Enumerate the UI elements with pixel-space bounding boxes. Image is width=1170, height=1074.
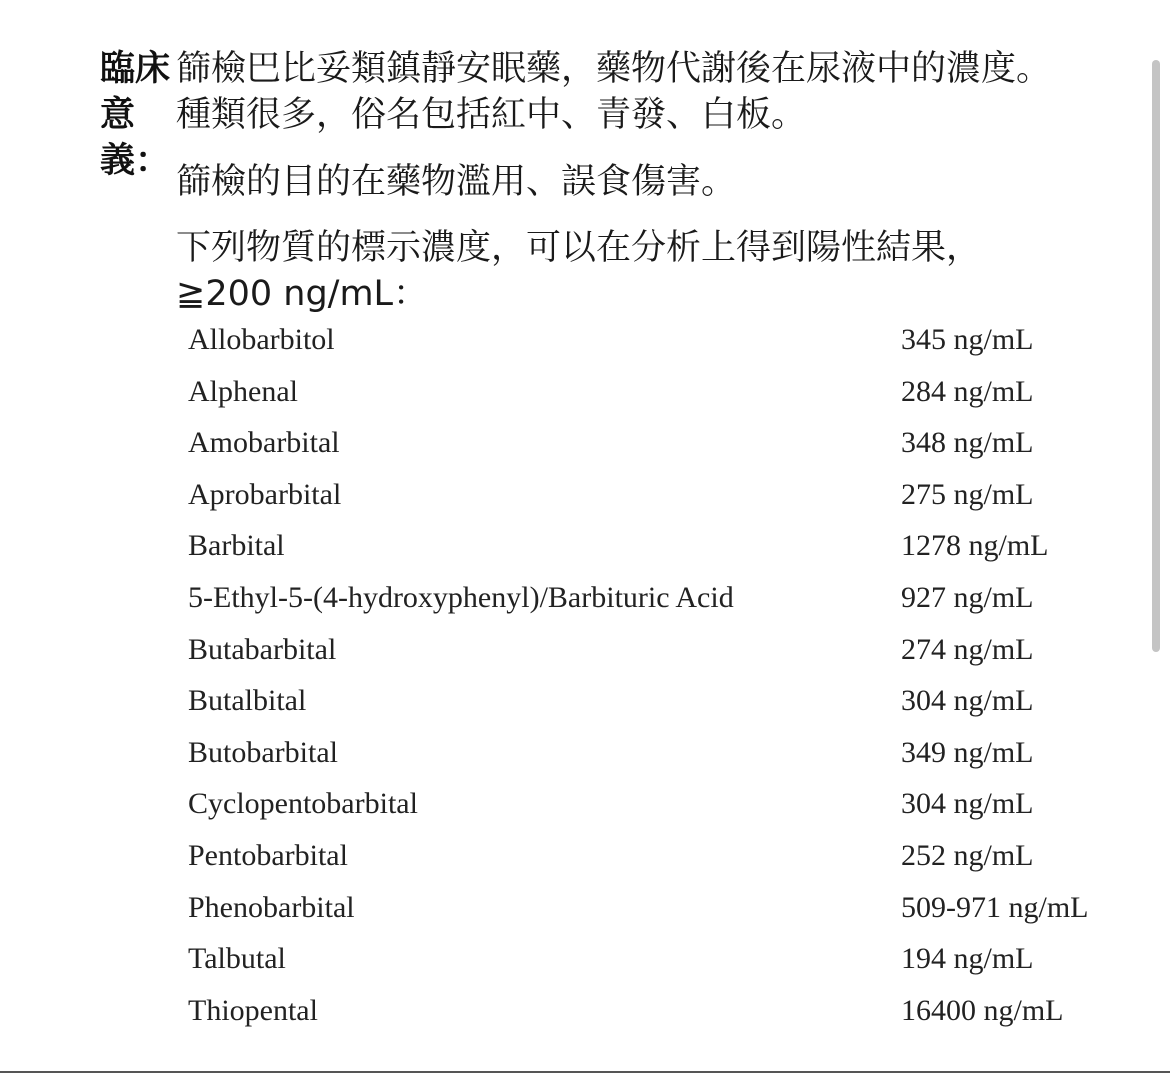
table-row xyxy=(188,989,1138,1041)
drug-concentration: 927 ng/mL xyxy=(901,580,1034,614)
table-row xyxy=(188,886,1138,938)
drug-concentration: 194 ng/mL xyxy=(901,942,1034,976)
threshold-value: ≧200 ng/mL： xyxy=(176,274,429,314)
drug-name: Barbital xyxy=(188,529,285,563)
drug-name: 5-Ethyl-5-(4-hydroxyphenyl)/Barbituric Acid xyxy=(188,580,734,614)
bottom-divider xyxy=(0,1071,1170,1073)
drug-concentration: 274 ng/mL xyxy=(901,632,1034,666)
table-row xyxy=(188,318,1138,370)
section-label-line-3: 義： xyxy=(100,141,171,181)
table-row xyxy=(188,628,1138,680)
section-label xyxy=(100,46,176,184)
table-row xyxy=(188,524,1138,576)
drug-name: Butalbital xyxy=(188,684,307,718)
drug-name: Cyclopentobarbital xyxy=(188,787,418,821)
drug-name: Talbutal xyxy=(188,942,286,976)
drug-name: Butobarbital xyxy=(188,735,338,769)
drug-name: Alphenal xyxy=(188,374,298,408)
drug-concentration: 1278 ng/mL xyxy=(901,529,1049,563)
paragraph-description: 篩檢巴比妥類鎮靜安眠藥，藥物代謝後在尿液中的濃度。 xyxy=(176,49,1052,89)
drug-concentration-table xyxy=(188,318,1138,1040)
drug-concentration: 349 ng/mL xyxy=(901,735,1034,769)
table-row xyxy=(188,731,1138,783)
table-row xyxy=(188,370,1138,422)
drug-name: Phenobarbital xyxy=(188,890,355,924)
drug-concentration: 284 ng/mL xyxy=(901,374,1034,408)
drug-name: Amobarbital xyxy=(188,426,340,460)
drug-name: Aprobarbital xyxy=(188,477,342,511)
drug-concentration: 275 ng/mL xyxy=(901,477,1034,511)
table-row xyxy=(188,834,1138,886)
table-row xyxy=(188,473,1138,525)
section-label-line-1: 臨床 xyxy=(100,49,171,89)
drug-concentration: 252 ng/mL xyxy=(901,838,1034,872)
section-content xyxy=(176,46,1151,317)
paragraph-street-names: 種類很多，俗名包括紅中、青發、白板。 xyxy=(176,95,807,135)
positive-results-text: 下列物質的標示濃度，可以在分析上得到陽性結果， xyxy=(176,228,982,268)
paragraph-purpose: 篩檢的目的在藥物濫用、誤食傷害。 xyxy=(176,162,737,202)
drug-name: Thiopental xyxy=(188,993,318,1027)
drug-concentration: 348 ng/mL xyxy=(901,426,1034,460)
drug-concentration: 304 ng/mL xyxy=(901,684,1034,718)
drug-name: Allobarbitol xyxy=(188,323,335,356)
table-row xyxy=(188,576,1138,628)
table-row xyxy=(188,421,1138,473)
drug-name: Butabarbital xyxy=(188,632,337,666)
table-row xyxy=(188,937,1138,989)
vertical-scrollbar[interactable] xyxy=(1152,60,1160,652)
drug-concentration: 345 ng/mL xyxy=(901,323,1034,356)
section-label-line-2: 意 xyxy=(100,95,171,135)
table-row xyxy=(188,679,1138,731)
drug-concentration: 304 ng/mL xyxy=(901,787,1034,821)
drug-concentration: 509-971 ng/mL xyxy=(901,890,1089,924)
table-row xyxy=(188,782,1138,834)
drug-concentration: 16400 ng/mL xyxy=(901,993,1064,1027)
drug-name: Pentobarbital xyxy=(188,838,348,872)
paragraph-positive-results xyxy=(176,225,1151,317)
